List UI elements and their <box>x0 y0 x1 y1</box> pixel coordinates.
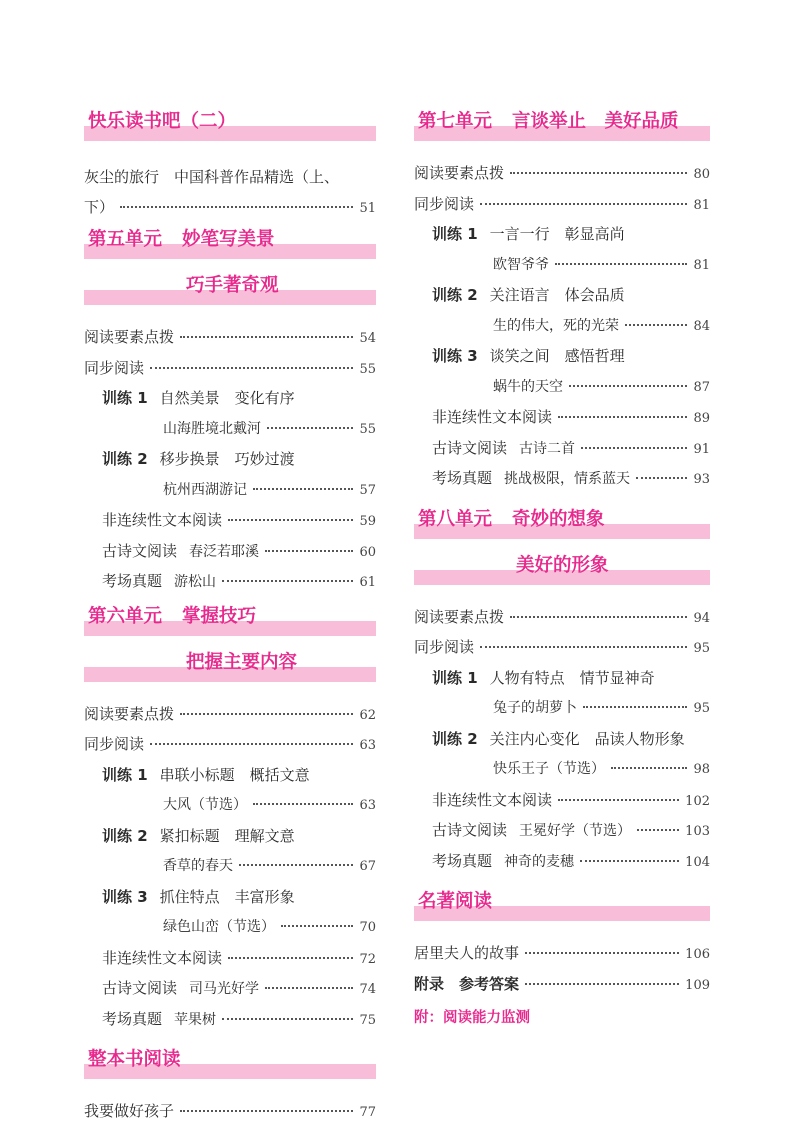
classics-header <box>414 888 710 942</box>
unit-7-header <box>414 108 710 162</box>
training-heading[interactable]: 训练 2 关注语言 体会品质 <box>432 286 625 304</box>
unit-title: 第七单元 言谈举止 美好品质 <box>418 111 679 132</box>
dot-leader <box>120 206 353 208</box>
toc-entry[interactable]: 考场真题 苹果树 75 <box>102 1009 376 1028</box>
unit-subtitle: 把握主要内容 <box>186 651 298 673</box>
toc-entry[interactable]: 古诗文阅读 王冕好学（节选） 103 <box>432 821 710 839</box>
toc-entry[interactable]: 阅读要素点拨 94 <box>414 607 710 626</box>
toc-entry[interactable]: 非连续性文本阅读 102 <box>432 790 710 809</box>
toc-entry[interactable]: 我要做好孩子 77 <box>84 1102 376 1120</box>
training-heading[interactable]: 训练 2 紧扣标题 理解文意 <box>102 826 295 845</box>
toc-entry[interactable]: 古诗文阅读 春泛若耶溪 60 <box>102 541 376 560</box>
toc-entry[interactable]: 生的伟大，死的光荣 84 <box>493 317 710 334</box>
toc-entry[interactable]: 同步阅读 63 <box>84 735 376 753</box>
section-header-reading-bar-2 <box>84 108 376 162</box>
toc-entry[interactable]: 居里夫人的故事 106 <box>414 944 710 962</box>
unit-8-header <box>414 506 710 606</box>
section-title: 快乐读书吧（二） <box>88 111 237 132</box>
toc-entry[interactable]: 蜗牛的天空 87 <box>493 378 710 395</box>
toc-entry[interactable]: 考场真题 游松山 61 <box>102 572 376 590</box>
unit-subtitle: 美好的形象 <box>516 554 609 576</box>
toc-entry[interactable]: 山海胜境北戴河 55 <box>163 420 376 437</box>
toc-entry[interactable]: 阅读要素点拨 62 <box>84 704 376 723</box>
page-number: 51 <box>359 201 376 216</box>
toc-entry[interactable]: 非连续性文本阅读 72 <box>102 948 376 967</box>
training-heading[interactable]: 训练 3 抓住特点 丰富形象 <box>102 887 295 906</box>
section-title: 整本书阅读 <box>88 1049 181 1070</box>
training-heading[interactable]: 训练 1 串联小标题 概括文意 <box>102 765 310 784</box>
toc-entry[interactable]: 欧智爷爷 81 <box>493 256 710 273</box>
toc-entry[interactable]: 古诗文阅读 司马光好学 74 <box>102 979 376 997</box>
unit-6-header <box>84 603 376 703</box>
unit-title: 第八单元 奇妙的想象 <box>418 508 605 530</box>
toc-entry[interactable]: 兔子的胡萝卜 95 <box>493 700 710 716</box>
toc-right-column <box>414 108 710 1033</box>
training-heading[interactable]: 训练 1 一言一行 彰显高尚 <box>432 225 625 243</box>
toc-entry[interactable]: 考场真题 挑战极限，情系蓝天 93 <box>432 469 710 487</box>
toc-entry[interactable]: 同步阅读 55 <box>84 358 376 377</box>
training-heading[interactable]: 训练 2 移步换景 巧妙过渡 <box>102 450 295 468</box>
training-heading[interactable]: 训练 3 谈笑之间 感悟哲理 <box>432 347 625 365</box>
toc-entry[interactable]: 杭州西湖游记 57 <box>163 481 376 498</box>
unit-title: 第五单元 妙笔写美景 <box>88 229 275 250</box>
toc-entry[interactable]: 同步阅读 81 <box>414 194 710 213</box>
toc-entry[interactable]: 考场真题 神奇的麦穗 104 <box>432 851 710 870</box>
toc-entry[interactable]: 非连续性文本阅读 59 <box>102 511 376 529</box>
entry-line-2: 下） <box>84 198 115 216</box>
section-title: 名著阅读 <box>418 891 493 912</box>
training-heading[interactable]: 训练 2 关注内心变化 品读人物形象 <box>432 729 685 748</box>
training-heading[interactable]: 训练 1 人物有特点 情节显神奇 <box>432 668 655 687</box>
appendix-note: 附：阅读能力监测 <box>414 1010 530 1026</box>
toc-entry[interactable]: 大风（节选） 63 <box>163 797 376 813</box>
toc-entry-appendix[interactable]: 附录 参考答案 109 <box>414 974 710 993</box>
toc-entry-dust-journey[interactable] <box>84 162 376 222</box>
whole-book-header <box>84 1046 376 1100</box>
toc-left-column <box>84 108 376 1131</box>
toc-entry[interactable]: 阅读要素点拨 80 <box>414 164 710 182</box>
toc-entry[interactable]: 香草的春天 67 <box>163 858 376 874</box>
toc-entry[interactable]: 快乐王子（节选） 98 <box>493 761 710 777</box>
unit-5-header <box>84 226 376 326</box>
toc-entry[interactable]: 古诗文阅读 古诗二首 91 <box>432 438 710 457</box>
toc-entry[interactable]: 阅读要素点拨 54 <box>84 328 376 346</box>
toc-entry[interactable]: 绿色山峦（节选） 70 <box>163 919 376 935</box>
toc-entry[interactable]: 非连续性文本阅读 89 <box>432 408 710 426</box>
entry-line-1: 灰尘的旅行 中国科普作品精选（上、 <box>84 168 340 186</box>
unit-title: 第六单元 掌握技巧 <box>88 605 257 627</box>
toc-entry[interactable]: 同步阅读 95 <box>414 638 710 656</box>
unit-subtitle: 巧手著奇观 <box>186 275 279 296</box>
training-heading[interactable]: 训练 1 自然美景 变化有序 <box>102 389 295 407</box>
